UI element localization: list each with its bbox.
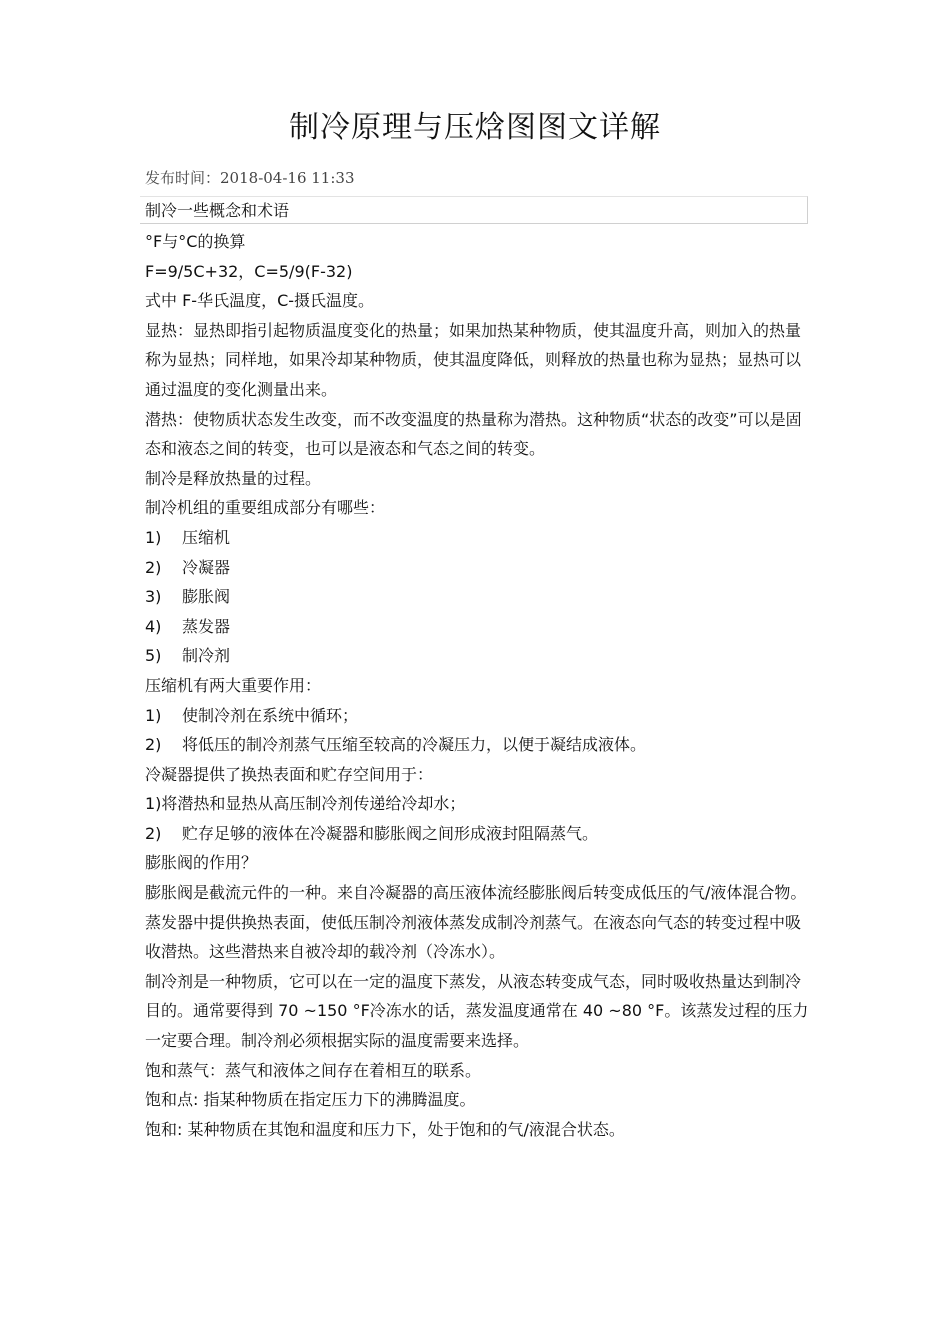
list-text: 制冷剂	[182, 646, 231, 666]
paragraph: 1)将潜热和显热从高压制冷剂传递给冷却水；	[145, 794, 466, 814]
paragraph: 显热：显热即指引起物质温度变化的热量；如果加热某种物质，使其温度升高，则加入的热量称为显热；同样地，如果冷却某种物质，使其温度降低，则释放的热量也称为显热；显热可以通过温度的变化测量出来。	[145, 320, 802, 399]
list-number: 3)	[145, 587, 162, 607]
page-title: 制冷原理与压焓图图文详解	[289, 110, 661, 145]
list-number: 2)	[145, 557, 162, 577]
list-item	[145, 612, 813, 642]
list-number: 4)	[145, 616, 162, 636]
list-text: 冷凝器	[182, 557, 231, 577]
paragraph: 饱和蒸气：蒸气和液体之间存在着相互的联系。	[145, 1060, 482, 1080]
paragraph: F=9/5C+32，C=5/9(F-32)	[145, 261, 353, 281]
paragraph: 膨胀阀的作用？	[145, 853, 258, 873]
list-item	[145, 701, 813, 731]
list-item	[145, 582, 813, 612]
paragraph: 制冷机组的重要组成部分有哪些：	[145, 498, 386, 518]
paragraph: 式中 F-华氏温度，C-摄氏温度。	[145, 291, 375, 311]
list-item	[145, 641, 813, 671]
list-number: 5)	[145, 646, 162, 666]
publish-label: 发布时间：	[145, 169, 221, 187]
paragraph: 饱和点: 指某种物质在指定压力下的沸腾温度。	[145, 1090, 476, 1110]
list-number: 1)	[145, 705, 162, 725]
list-text: 使制冷剂在系统中循环；	[182, 705, 359, 725]
publish-time	[145, 167, 355, 189]
list-item	[145, 553, 813, 583]
list-text: 贮存足够的液体在冷凝器和膨胀阀之间形成液封阻隔蒸气。	[182, 823, 599, 843]
list-item	[145, 523, 813, 553]
publish-datetime: 2018-04-16 11:33	[220, 169, 355, 187]
list-text: 压缩机	[182, 527, 231, 547]
paragraph: 膨胀阀是截流元件的一种。来自冷凝器的高压液体流经膨胀阀后转变成低压的气/液体混合物。	[145, 883, 807, 903]
paragraph: °F与°C的换算	[145, 232, 246, 251]
list-text: 将低压的制冷剂蒸气压缩至较高的冷凝压力，以便于凝结成液体。	[182, 735, 647, 755]
list-text: 蒸发器	[182, 616, 231, 636]
paragraph: 饱和: 某种物质在其饱和温度和压力下，处于饱和的气/液混合状态。	[145, 1119, 625, 1139]
list-text: 膨胀阀	[182, 587, 231, 607]
paragraph: 压缩机有两大重要作用：	[145, 675, 322, 695]
article-body	[145, 227, 813, 1144]
list-number: 1)	[145, 527, 162, 547]
paragraph: 潜热：使物质状态发生改变，而不改变温度的热量称为潜热。这种物质“状态的改变”可以是固态和液态之间的转变，也可以是液态和气态之间的转变。	[145, 409, 802, 459]
list-number: 2)	[145, 735, 162, 755]
paragraph: 制冷是释放热量的过程。	[145, 468, 322, 488]
list-number: 2)	[145, 823, 162, 843]
section-title: 制冷一些概念和术语	[145, 201, 290, 220]
list-item	[145, 730, 813, 760]
paragraph: 制冷剂是一种物质，它可以在一定的温度下蒸发，从液态转变成气态，同时吸收热量达到制冷目的。通常要得到 70 ~150 °F冷冻水的话，蒸发温度通常在 40 ~80 °F。该蒸发过程的压力一定要合理。制冷剂必须根据实际的温度需要来选择。	[145, 971, 809, 1051]
list-item	[145, 819, 813, 849]
paragraph: 蒸发器中提供换热表面，使低压制冷剂液体蒸发成制冷剂蒸气。在液态向气态的转变过程中吸收潜热。这些潜热来自被冷却的载冷剂（冷冻水）。	[145, 912, 802, 962]
paragraph: 冷凝器提供了换热表面和贮存空间用于：	[145, 764, 434, 784]
